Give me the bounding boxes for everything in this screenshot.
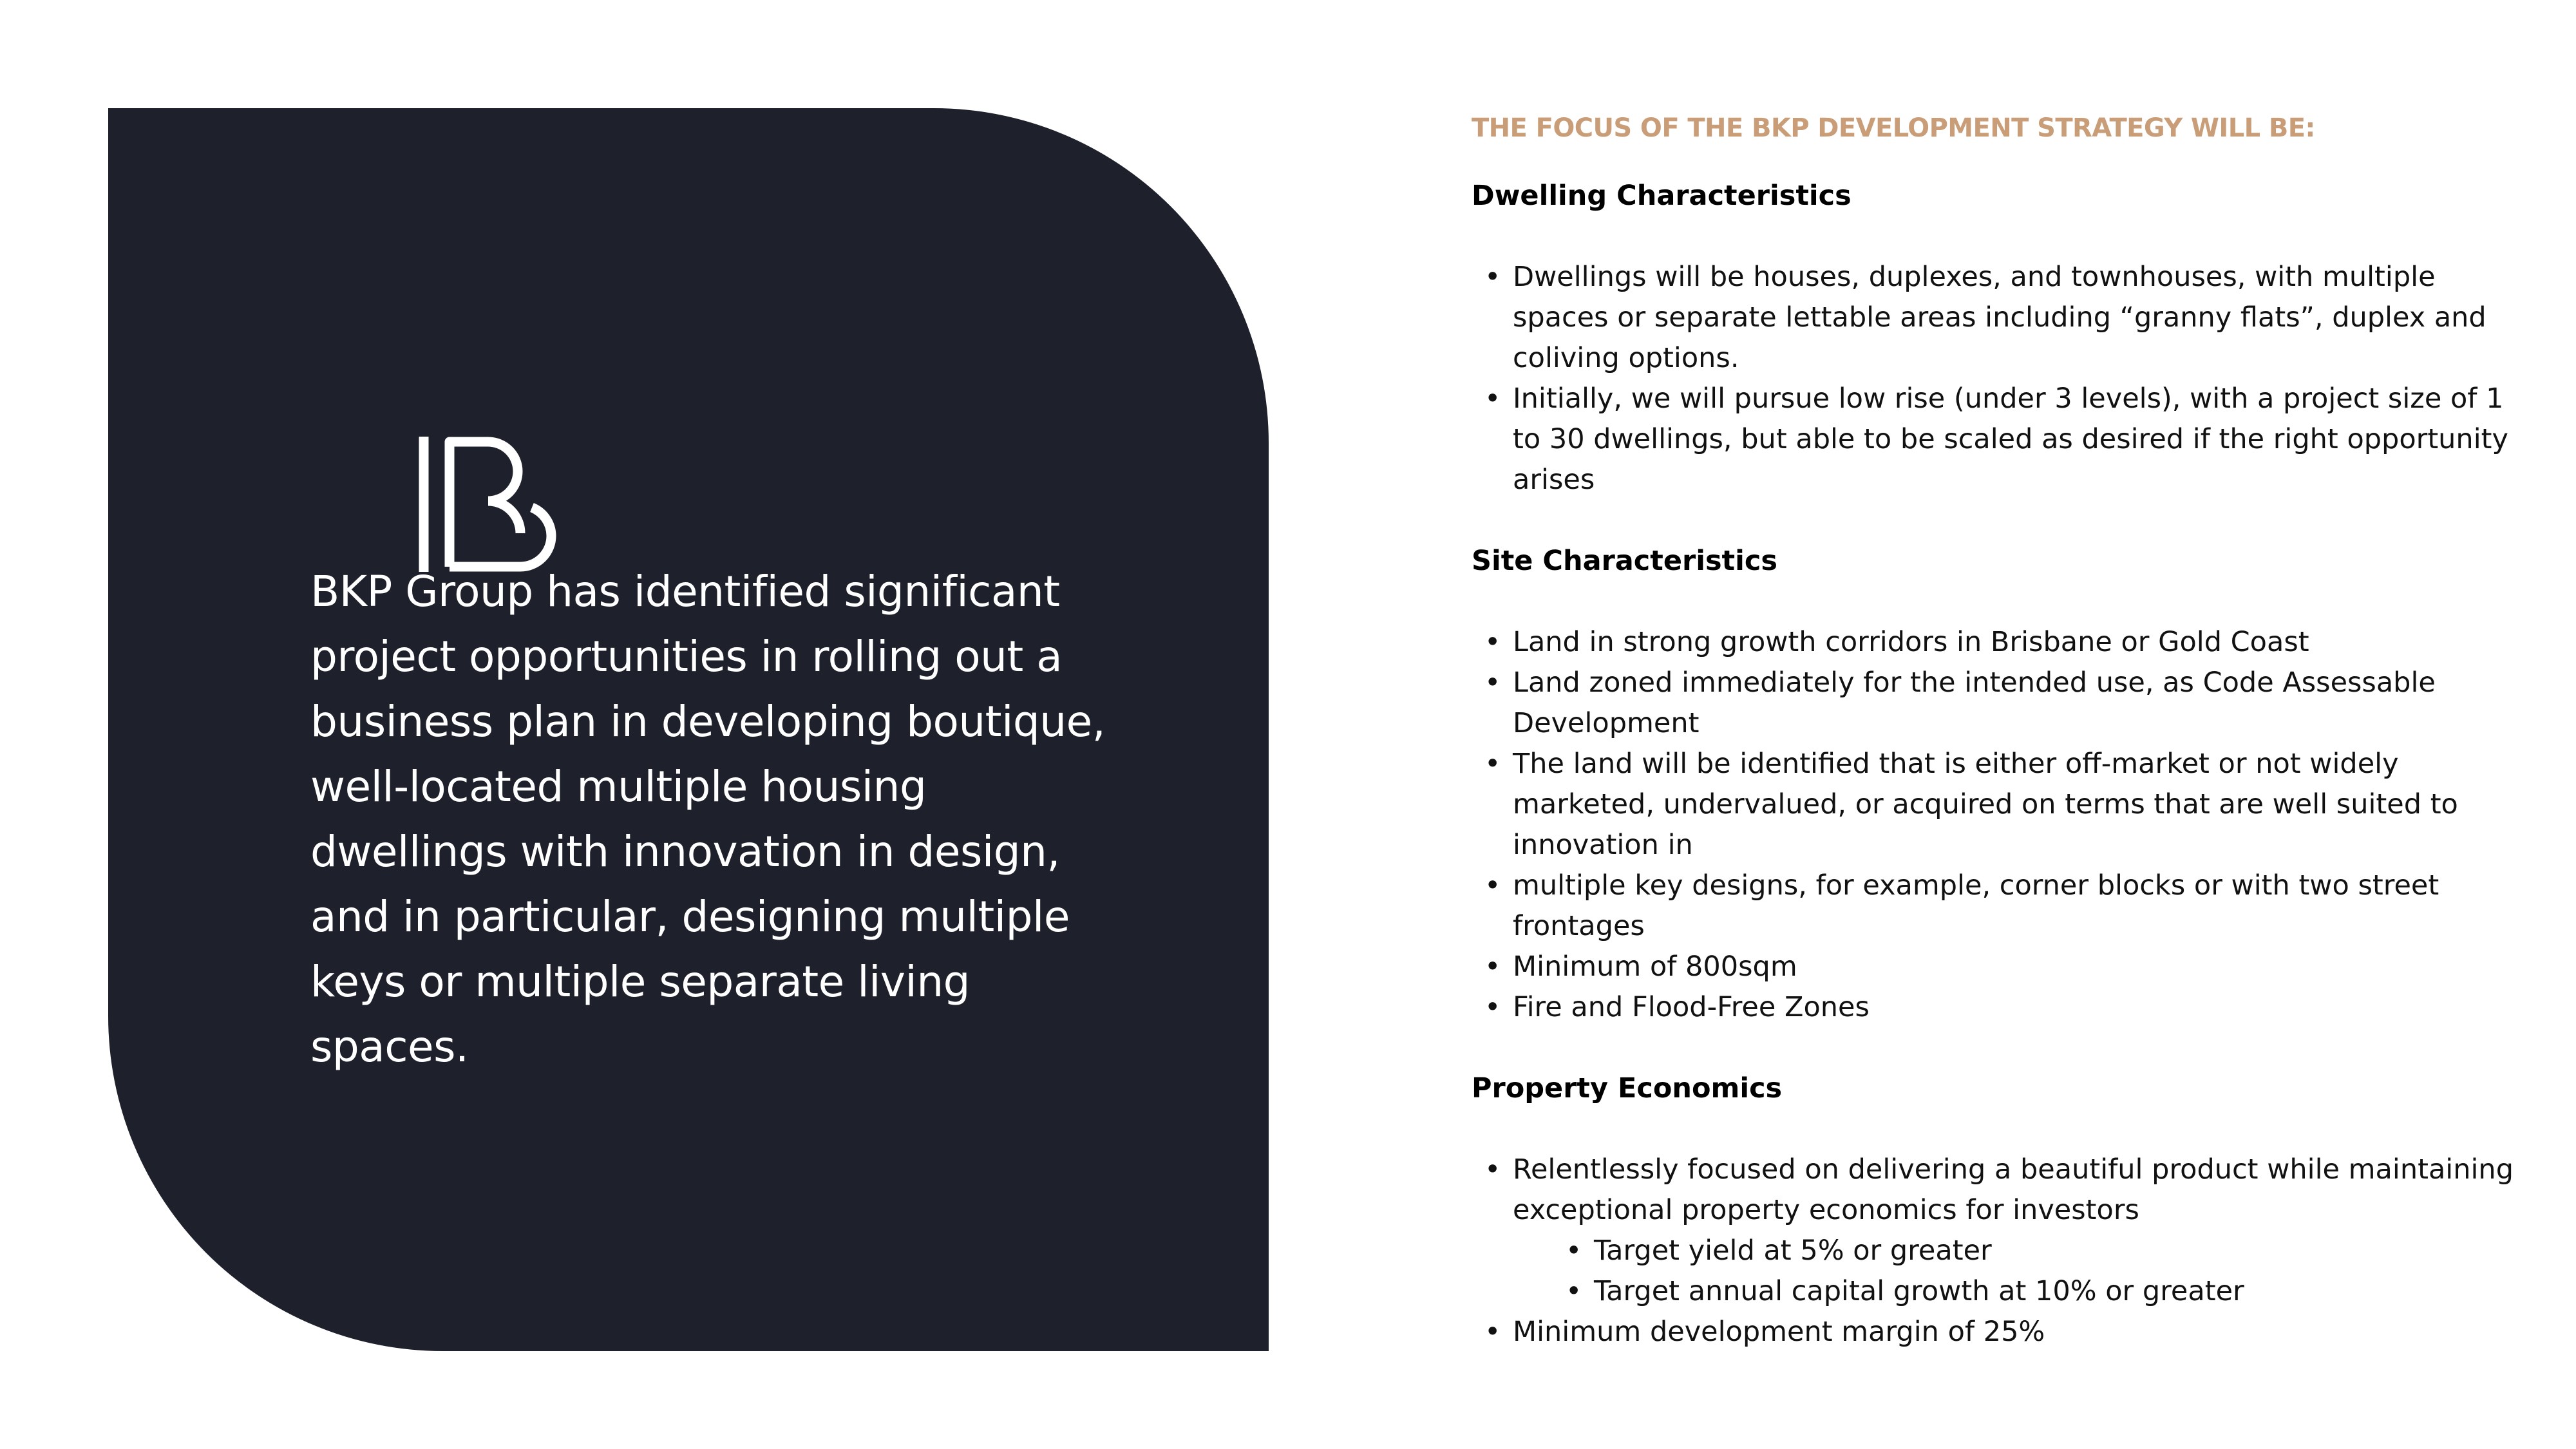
section-title-economics: Property Economics	[1472, 1072, 1783, 1104]
list-item: • Initially, we will pursue low rise (under 3 levels), with a project size of 1 to 30 dwellings, but able to be scaled as desired if the right opportunity arises	[1472, 379, 2515, 500]
economics-sub-list	[1472, 1231, 2515, 1312]
list-item: • Land in strong growth corridors in Brisbane or Gold Coast	[1472, 622, 2515, 663]
list-item: • multiple key designs, for example, corner blocks or with two street frontages	[1472, 866, 2515, 947]
sub-list-container	[1472, 1231, 2515, 1312]
bullet-icon: •	[1484, 869, 1501, 902]
list-item: • Minimum of 800sqm	[1472, 947, 2515, 987]
strategy-column	[1472, 108, 2515, 1352]
bullet-icon: •	[1566, 1235, 1582, 1267]
list-item: • Relentlessly focused on delivering a beautiful product while maintaining exceptional property economics for investors	[1472, 1150, 2515, 1231]
bullet-icon: •	[1484, 951, 1501, 983]
list-item: • Land zoned immediately for the intended use, as Code Assessable Development	[1472, 663, 2515, 744]
section-title-dwelling: Dwelling Characteristics	[1472, 180, 1852, 212]
bullet-icon: •	[1484, 626, 1501, 658]
bkp-b-monogram-icon	[419, 437, 557, 572]
list-item: • The land will be identified that is either off-market or not widely marketed, undervalued, or acquired on terms that are well suited to innovation in	[1472, 744, 2515, 866]
bullet-icon: •	[1484, 383, 1501, 415]
sub-list-item: • Target yield at 5% or greater	[1553, 1231, 2515, 1271]
list-item: • Fire and Flood-Free Zones	[1472, 987, 2515, 1028]
bullet-icon: •	[1566, 1275, 1582, 1307]
bullet-icon: •	[1484, 1316, 1501, 1348]
economics-list	[1472, 1150, 2515, 1352]
section-title-site: Site Characteristics	[1472, 545, 1777, 577]
bullet-icon: •	[1484, 748, 1501, 780]
dwelling-list	[1472, 257, 2515, 500]
strategy-heading: THE FOCUS OF THE BKP DEVELOPMENT STRATEGY WILL BE:	[1472, 113, 2315, 143]
sub-list-item: • Target annual capital growth at 10% or greater	[1553, 1271, 2515, 1312]
site-list	[1472, 622, 2515, 1028]
bullet-icon: •	[1484, 991, 1501, 1023]
bullet-icon: •	[1484, 667, 1501, 699]
list-item: • Minimum development margin of 25%	[1472, 1312, 2515, 1352]
list-item: • Dwellings will be houses, duplexes, and townhouses, with multiple spaces or separate lettable areas including “granny flats”, duplex and coliving options.	[1472, 257, 2515, 379]
bullet-icon: •	[1484, 261, 1501, 293]
bullet-icon: •	[1484, 1153, 1501, 1186]
intro-statement: BKP Group has identified significant project opportunities in rolling out a business plan in developing boutique, well-located multiple housing dwellings with innovation in design, and in particular, designing multiple keys or multiple separate living spaces.	[310, 567, 1106, 1072]
